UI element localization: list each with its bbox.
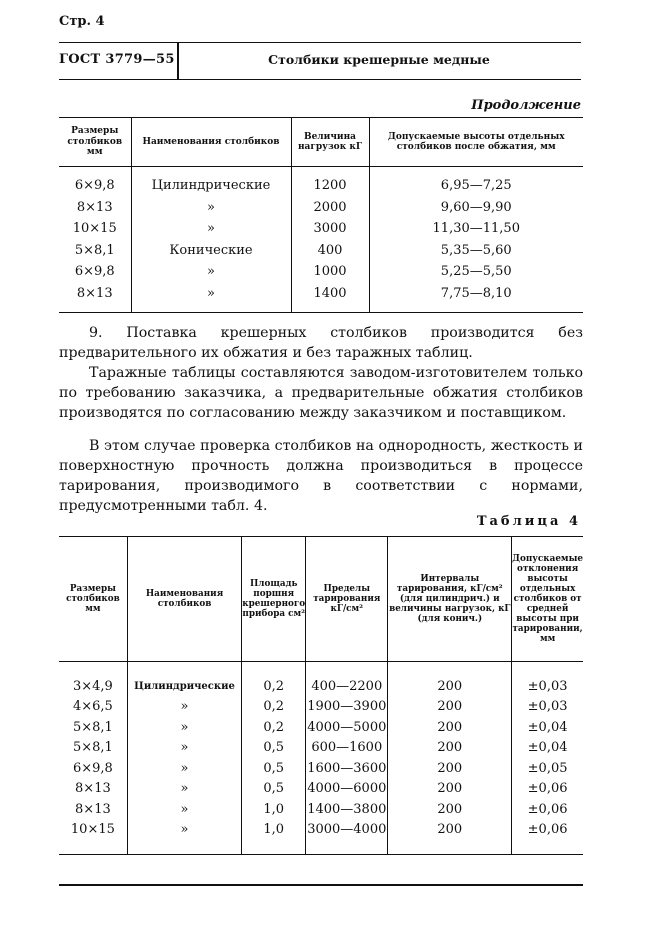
height-cell: 9,60—9,90	[369, 197, 583, 219]
size-cell: 10×15	[59, 820, 127, 855]
table1-header-load: Величина нагрузок кГ	[291, 118, 369, 167]
name-cell: »	[131, 283, 291, 313]
bottom-rule	[59, 884, 583, 886]
table-row	[59, 738, 583, 759]
load-cell: 1200	[291, 167, 369, 197]
table4-header-size: Размеры столбиков мм	[59, 537, 127, 662]
table1-header-size: Размеры столбиков мм	[59, 118, 131, 167]
table4-header-piston-area: Площадь поршня крешерного прибора см²	[242, 537, 306, 662]
paragraph-9: 9. Поставка крешерных столбиков производится без предварительного их обжатия и без таражных таблиц.	[59, 325, 583, 361]
size-cell: 6×9,8	[74, 264, 115, 280]
deviation-cell: ±0,06	[512, 779, 583, 800]
height-cell: 5,25—5,50	[369, 261, 583, 283]
piston-area-cell: 1,0	[242, 820, 306, 855]
piston-area-cell: 0,5	[242, 758, 306, 779]
piston-area-cell: 0,2	[242, 662, 306, 697]
name-cell: »	[127, 738, 241, 759]
table1-header-heights: Допускаемые высоты отдельных столбиков после обжатия, мм	[369, 118, 583, 167]
page-header	[59, 42, 581, 80]
table-row	[59, 799, 583, 820]
table-1	[59, 117, 583, 313]
table1-header-name: Наименования столбиков	[131, 118, 291, 167]
deviation-cell: ±0,04	[512, 717, 583, 738]
table4-header-name: Наименования столбиков	[127, 537, 241, 662]
deviation-cell: ±0,04	[512, 738, 583, 759]
name-cell: »	[131, 261, 291, 283]
limits-cell: 4000—5000	[306, 717, 388, 738]
height-cell: 6,95—7,25	[369, 167, 583, 197]
table1-body	[59, 167, 583, 313]
size-cell: 8×13	[75, 781, 111, 797]
interval-cell: 200	[388, 662, 512, 697]
standard-number: ГОСТ 3779—55	[59, 52, 175, 67]
size-cell: 3×4,9	[72, 678, 113, 694]
deviation-cell: ±0,06	[512, 820, 583, 855]
limits-cell: 1600—3600	[306, 758, 388, 779]
page-number: Стр. 4	[59, 14, 105, 29]
limits-cell: 4000—6000	[306, 779, 388, 800]
piston-area-cell: 1,0	[242, 799, 306, 820]
deviation-cell: ±0,05	[512, 758, 583, 779]
table-row	[59, 717, 583, 738]
size-cell: 10×15	[72, 221, 117, 237]
name-cell: Цилиндрические	[127, 662, 241, 697]
name-cell: »	[127, 779, 241, 800]
size-cell: 8×13	[75, 801, 111, 817]
table4-caption: Таблица 4	[476, 514, 581, 529]
interval-cell: 200	[388, 758, 512, 779]
interval-cell: 200	[388, 697, 512, 718]
table-row	[59, 167, 583, 197]
load-cell: 2000	[291, 197, 369, 219]
piston-area-cell: 0,5	[242, 738, 306, 759]
size-cell: 4×6,5	[72, 699, 113, 715]
name-cell: »	[131, 218, 291, 240]
document-title: Столбики крешерные медные	[268, 52, 490, 67]
limits-cell: 1900—3900	[306, 697, 388, 718]
name-cell: »	[127, 820, 241, 855]
deviation-cell: ±0,06	[512, 799, 583, 820]
table4-header-deviation: Допускаемые отклонения высоты отдельных столбиков от средней высоты при тарировании, мм	[512, 537, 583, 662]
size-cell: 6×9,8	[74, 178, 115, 194]
table-row	[59, 662, 583, 697]
table-row	[59, 240, 583, 262]
interval-cell: 200	[388, 738, 512, 759]
load-cell: 1000	[291, 261, 369, 283]
load-cell: 1400	[291, 283, 369, 313]
piston-area-cell: 0,5	[242, 779, 306, 800]
size-cell: 5×8,1	[74, 242, 115, 258]
name-cell: »	[127, 799, 241, 820]
interval-cell: 200	[388, 717, 512, 738]
size-cell: 5×8,1	[72, 719, 113, 735]
limits-cell: 3000—4000	[306, 820, 388, 855]
size-cell: 6×9,8	[72, 760, 113, 776]
load-cell: 3000	[291, 218, 369, 240]
size-cell: 5×8,1	[72, 740, 113, 756]
interval-cell: 200	[388, 779, 512, 800]
name-cell: »	[131, 197, 291, 219]
name-cell: Цилиндрические	[131, 167, 291, 197]
name-cell: »	[127, 697, 241, 718]
table-row	[59, 697, 583, 718]
table4-header-limits: Пределы тарирования кГ/см²	[306, 537, 388, 662]
height-cell: 11,30—11,50	[369, 218, 583, 240]
interval-cell: 200	[388, 820, 512, 855]
size-cell: 8×13	[76, 199, 113, 215]
table-4	[59, 536, 583, 855]
table-row	[59, 758, 583, 779]
paragraph-tare-tables: Таражные таблицы составляются заводом-изготовителем только по требованию заказчика, а предварительные обжатия столбиков производятся по согласованию между заказчиком и поставщиком.	[59, 365, 583, 421]
deviation-cell: ±0,03	[512, 697, 583, 718]
table-row	[59, 218, 583, 240]
name-cell: Конические	[131, 240, 291, 262]
height-cell: 5,35—5,60	[369, 240, 583, 262]
load-cell: 400	[291, 240, 369, 262]
piston-area-cell: 0,2	[242, 717, 306, 738]
interval-cell: 200	[388, 799, 512, 820]
name-cell: »	[127, 758, 241, 779]
table4-body	[59, 662, 583, 855]
height-cell: 7,75—8,10	[369, 283, 583, 313]
table-row	[59, 820, 583, 855]
paragraph-testing: В этом случае проверка столбиков на однородность, жесткость и поверхностную прочность должна производиться в процессе тарирования, производимого в соответствии с нормами, предусмотренными табл. 4.	[59, 438, 583, 514]
table-row	[59, 261, 583, 283]
size-cell: 8×13	[59, 283, 131, 313]
limits-cell: 400—2200	[306, 662, 388, 697]
table-row	[59, 779, 583, 800]
table-row	[59, 283, 583, 313]
continuation-label: Продолжение	[471, 98, 581, 113]
name-cell: »	[127, 717, 241, 738]
piston-area-cell: 0,2	[242, 697, 306, 718]
table4-header-intervals: Интервалы тарирования, кГ/см² (для цилиндрич.) и величины нагрузок, кГ (для конич.)	[388, 537, 512, 662]
deviation-cell: ±0,03	[512, 662, 583, 697]
limits-cell: 1400—3800	[306, 799, 388, 820]
limits-cell: 600—1600	[306, 738, 388, 759]
table-row	[59, 197, 583, 219]
